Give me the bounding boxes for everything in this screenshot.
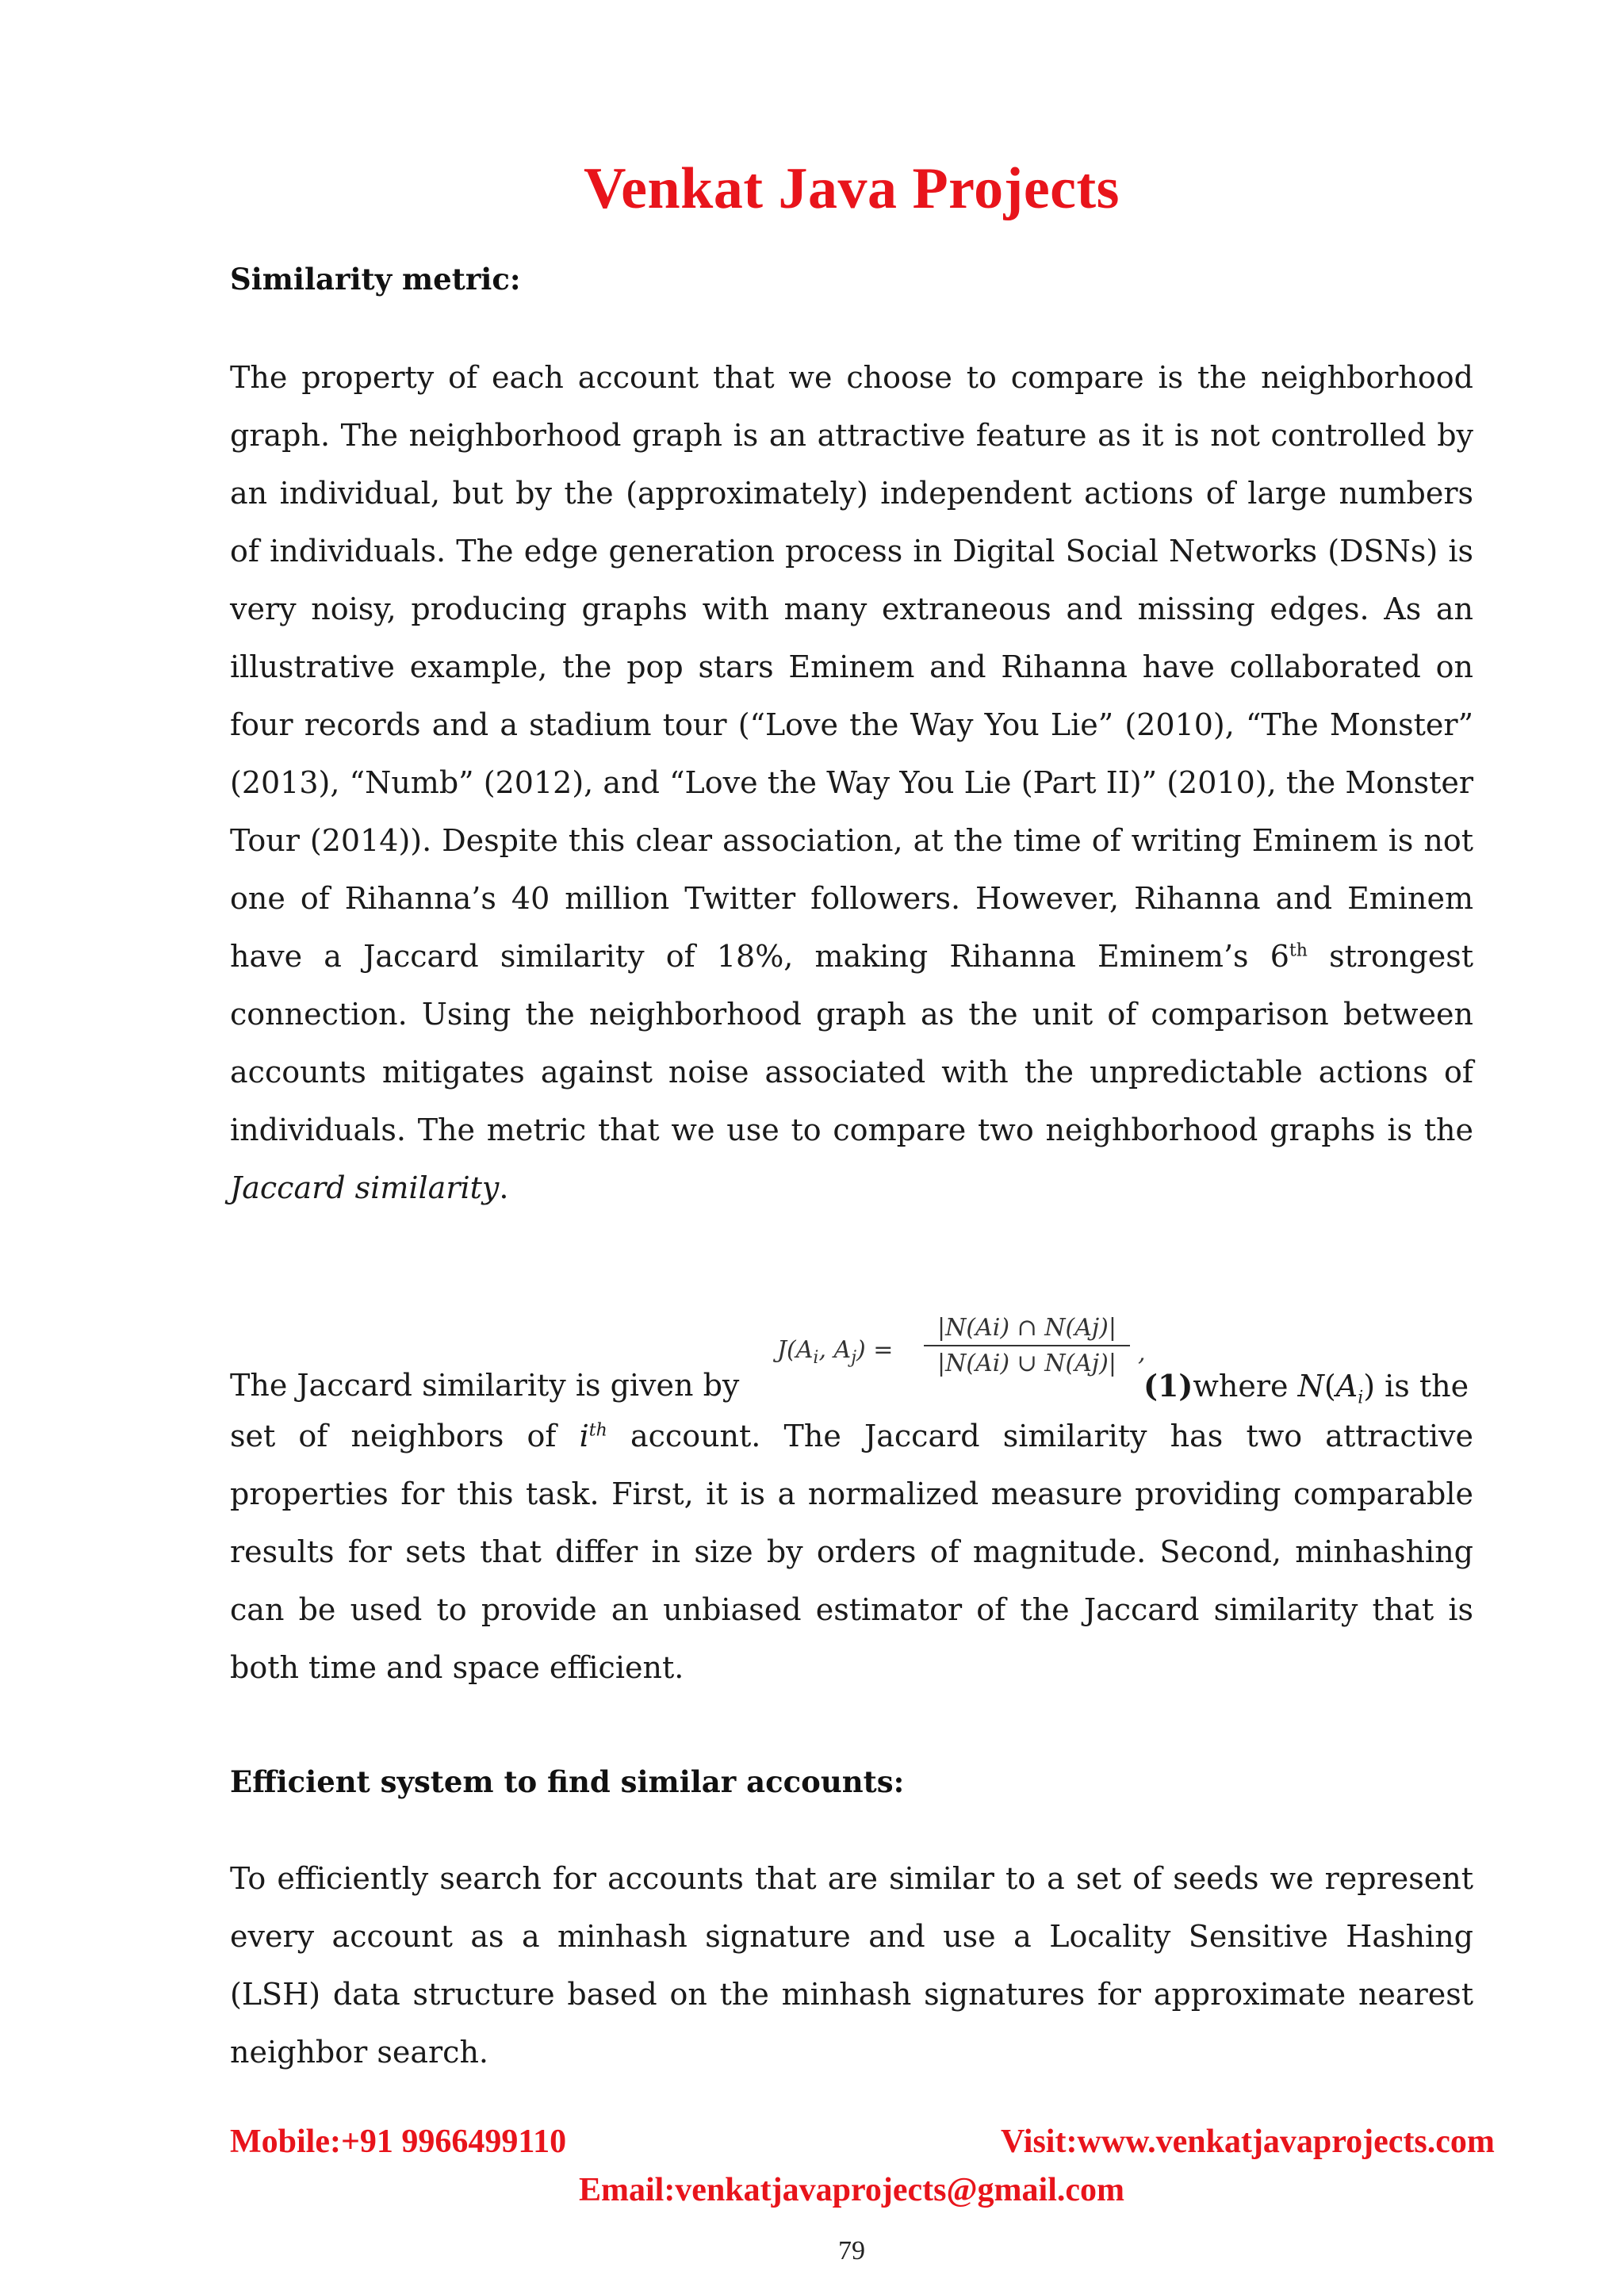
equation-trailing-text: (1)where $N(A_i)$ is the: [1143, 1368, 1469, 1408]
page-number: 79: [838, 2236, 865, 2265]
formula-numerator: |N(Ai) ∩ N(Aj)|: [937, 1314, 1116, 1342]
equation-line: [230, 1312, 1473, 1407]
section-heading-similarity-metric: Similarity metric:: [230, 262, 521, 297]
footer-email-link[interactable]: Email:venkatjavaprojects@gmail.com: [578, 2172, 1125, 2208]
paragraph-text-cont: strongest connection. Using the neighborhood graph as the unit of comparison between accounts mitigates against noise associated with the unpredictable actions of individuals. The metric that we use to compare two neighborhood graphs is the: [230, 939, 1473, 1147]
page-header-title: Venkat Java Projects: [584, 156, 1120, 221]
period: .: [499, 1170, 509, 1205]
paragraph-text: The property of each account that we choose to compare is the neighborhood graph. The neighborhood graph is an attractive feature as it is not controlled by an individual, but by the (approximately) independent actions of large numbers of individuals. The edge generation process in Digital Social Networks (DSNs) is very noisy, producing graphs with many extraneous and missing edges. As an illustrative example, the pop stars Eminem and Rihanna have collaborated on four records and a stadium tour (“Love the Way You Lie” (2010), “The Monster” (2013), “Numb” (2012), and “Love the Way You Lie (Part II)” (2010), the Monster Tour (2014)). Despite this clear association, at the time of writing Eminem is not one of Rihanna’s 40 million Twitter followers. However, Rihanna and Eminem have a Jaccard similarity of 18%, making Rihanna Eminem’s: [230, 360, 1473, 974]
paragraph-jaccard-properties: set of neighbors of $i^{th}$ account. The Jaccard similarity has two attractive properties for this task. First, it is a normalized measure providing comparable results for sets that differ in size by orders of magnitude. Second, minhashing can be used to provide an unbiased estimator of the Jaccard similarity that is both time and space efficient.: [230, 1419, 1473, 1685]
section-heading-efficient-system: Efficient system to find similar accounts:: [230, 1764, 905, 1799]
footer-mobile: Mobile:+91 9966499110: [230, 2124, 567, 2160]
paragraph-efficient-system: To efficiently search for accounts that are similar to a set of seeds we represent every account as a minhash signature and use a Locality Sensitive Hashing (LSH) data structure based on the minhash signatures for approximate nearest neighbor search.: [230, 1861, 1473, 2070]
formula-fraction: [924, 1312, 1130, 1377]
equation-number: (1): [1143, 1368, 1193, 1404]
footer-website-link[interactable]: Visit:www.venkatjavaprojects.com: [1001, 2124, 1495, 2160]
formula-comma: ,: [1138, 1339, 1146, 1367]
paragraph-similarity-metric: [230, 349, 1473, 1217]
equation-lead-text: The Jaccard similarity is given by: [230, 1368, 740, 1403]
italic-term: Jaccard similarity: [230, 1170, 500, 1205]
ordinal-suffix: th: [1289, 940, 1308, 961]
ordinal-number: 6: [1270, 939, 1289, 974]
formula-denominator: |N(Ai) ∪ N(Aj)|: [937, 1350, 1116, 1377]
formula-lhs: $J(A_i$, $A_j$) =: [777, 1336, 894, 1368]
